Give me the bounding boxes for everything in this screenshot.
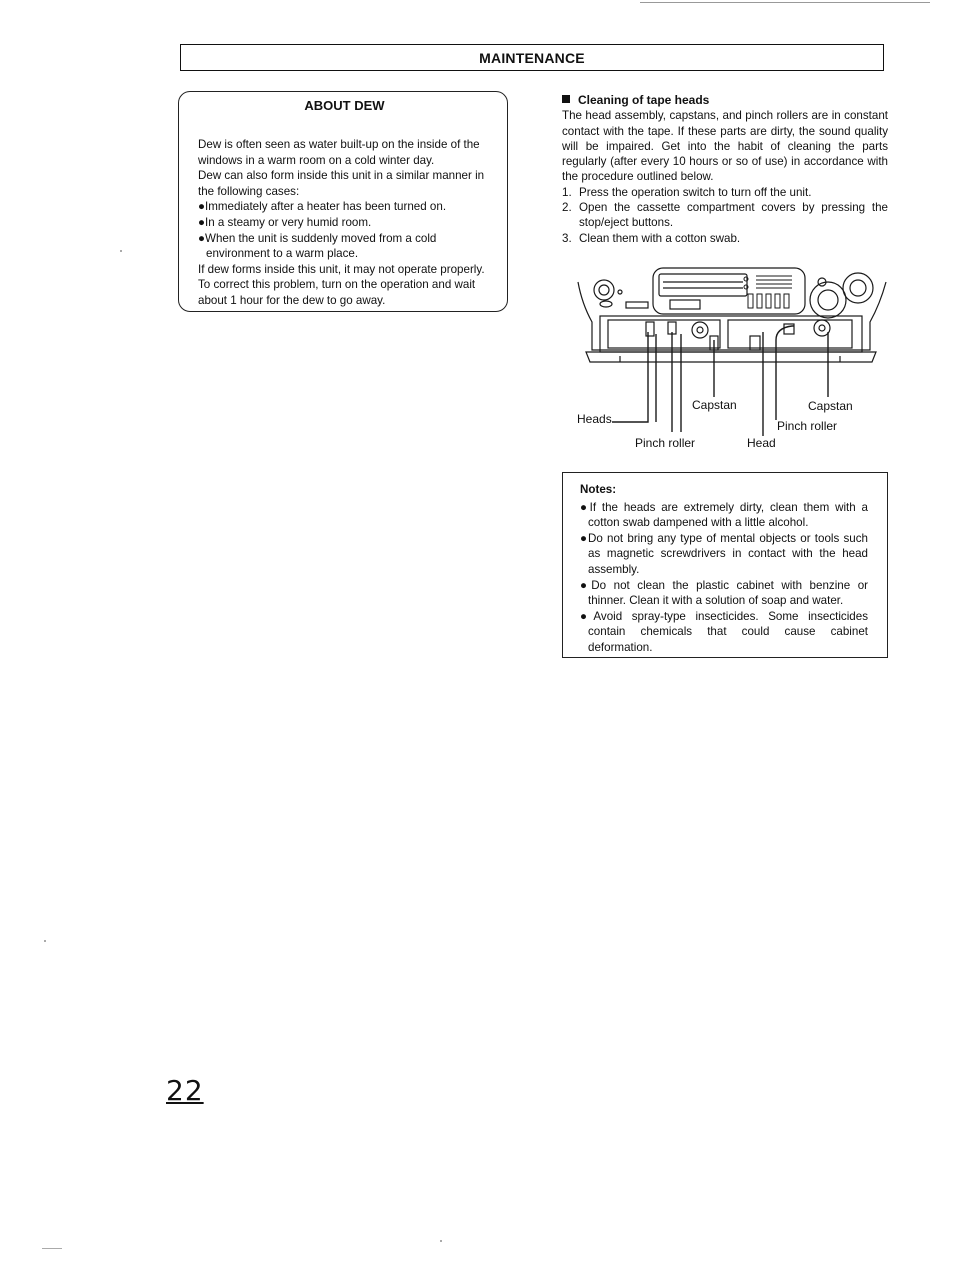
notes-box	[562, 472, 888, 658]
section-header-title: MAINTENANCE	[479, 50, 585, 66]
step-item	[562, 200, 888, 231]
dew-paragraph: Dew can also form inside this unit in a similar manner in the following cases:	[198, 169, 485, 198]
scan-speck	[440, 1240, 442, 1242]
dew-bullet: ●Immediately after a heater has been turned on.	[198, 200, 447, 214]
about-dew-title: ABOUT DEW	[304, 98, 385, 113]
dew-paragraph: Dew is often seen as water built-up on the inside of the windows in a warm room on a cold winter day.	[198, 138, 480, 167]
step-number: 3.	[562, 231, 572, 245]
section-header	[180, 44, 884, 71]
step-text: Press the operation switch to turn off the unit.	[579, 185, 812, 199]
note-item: ●If the heads are extremely dirty, clean them with a cotton swab dampened with a little alcohol.	[580, 500, 868, 530]
tape-deck-diagram	[560, 262, 900, 462]
dew-bullet: ●In a steamy or very humid room.	[198, 215, 372, 229]
label-capstan-left: Capstan	[692, 398, 737, 412]
page-number: 22	[166, 1074, 204, 1107]
step-number: 1.	[562, 185, 572, 199]
step-item	[562, 185, 888, 200]
notes-title: Notes:	[580, 483, 617, 496]
about-dew-box	[178, 91, 508, 312]
note-item: ●Do not clean the plastic cabinet with benzine or thinner. Clean it with a solution of soap and water.	[580, 578, 868, 608]
label-head: Head	[747, 436, 776, 450]
note-item: ●Avoid spray-type insecticides. Some insecticides contain chemicals that could cause cabinet deformation.	[580, 609, 868, 654]
step-number: 2.	[562, 201, 572, 215]
cleaning-section	[562, 93, 888, 246]
label-pinch-roller-right: Pinch roller	[777, 419, 838, 433]
dew-bullet: ●When the unit is suddenly moved from a cold environment to a warm place.	[198, 231, 437, 261]
top-scan-rule	[640, 2, 930, 3]
note-item: ●Do not bring any type of mental objects or tools such as magnetic screwdrivers in contact with the head assembly.	[580, 531, 868, 576]
about-dew-body	[198, 137, 491, 309]
scan-speck	[44, 940, 46, 942]
label-heads: Heads	[577, 412, 612, 426]
tape-deck-illustration	[560, 262, 900, 462]
step-item	[562, 231, 888, 246]
step-text: Open the cassette compartment covers by pressing the stop/eject buttons.	[579, 201, 888, 230]
label-pinch-roller-left: Pinch roller	[635, 436, 696, 450]
cleaning-steps	[562, 185, 888, 246]
scan-speck	[120, 250, 122, 252]
label-capstan-right: Capstan	[808, 399, 853, 413]
dew-closing: If dew forms inside this unit, it may not operate properly. To correct this problem, turn on the operation and wait about 1 hour for the dew to go away.	[198, 262, 485, 307]
square-bullet-icon	[562, 95, 570, 103]
cleaning-intro: The head assembly, capstans, and pinch rollers are in constant contact with the tape. If these parts are dirty, the sound quality will be impaired. Get into the habit of cleaning the parts regularly (after every 10 hours or so of use) in accordance with the procedure outlined below.	[562, 109, 888, 184]
cleaning-title: Cleaning of tape heads	[578, 93, 710, 107]
scan-speck	[42, 1248, 62, 1249]
cleaning-title-row	[562, 93, 888, 108]
step-text: Clean them with a cotton swab.	[579, 231, 741, 245]
